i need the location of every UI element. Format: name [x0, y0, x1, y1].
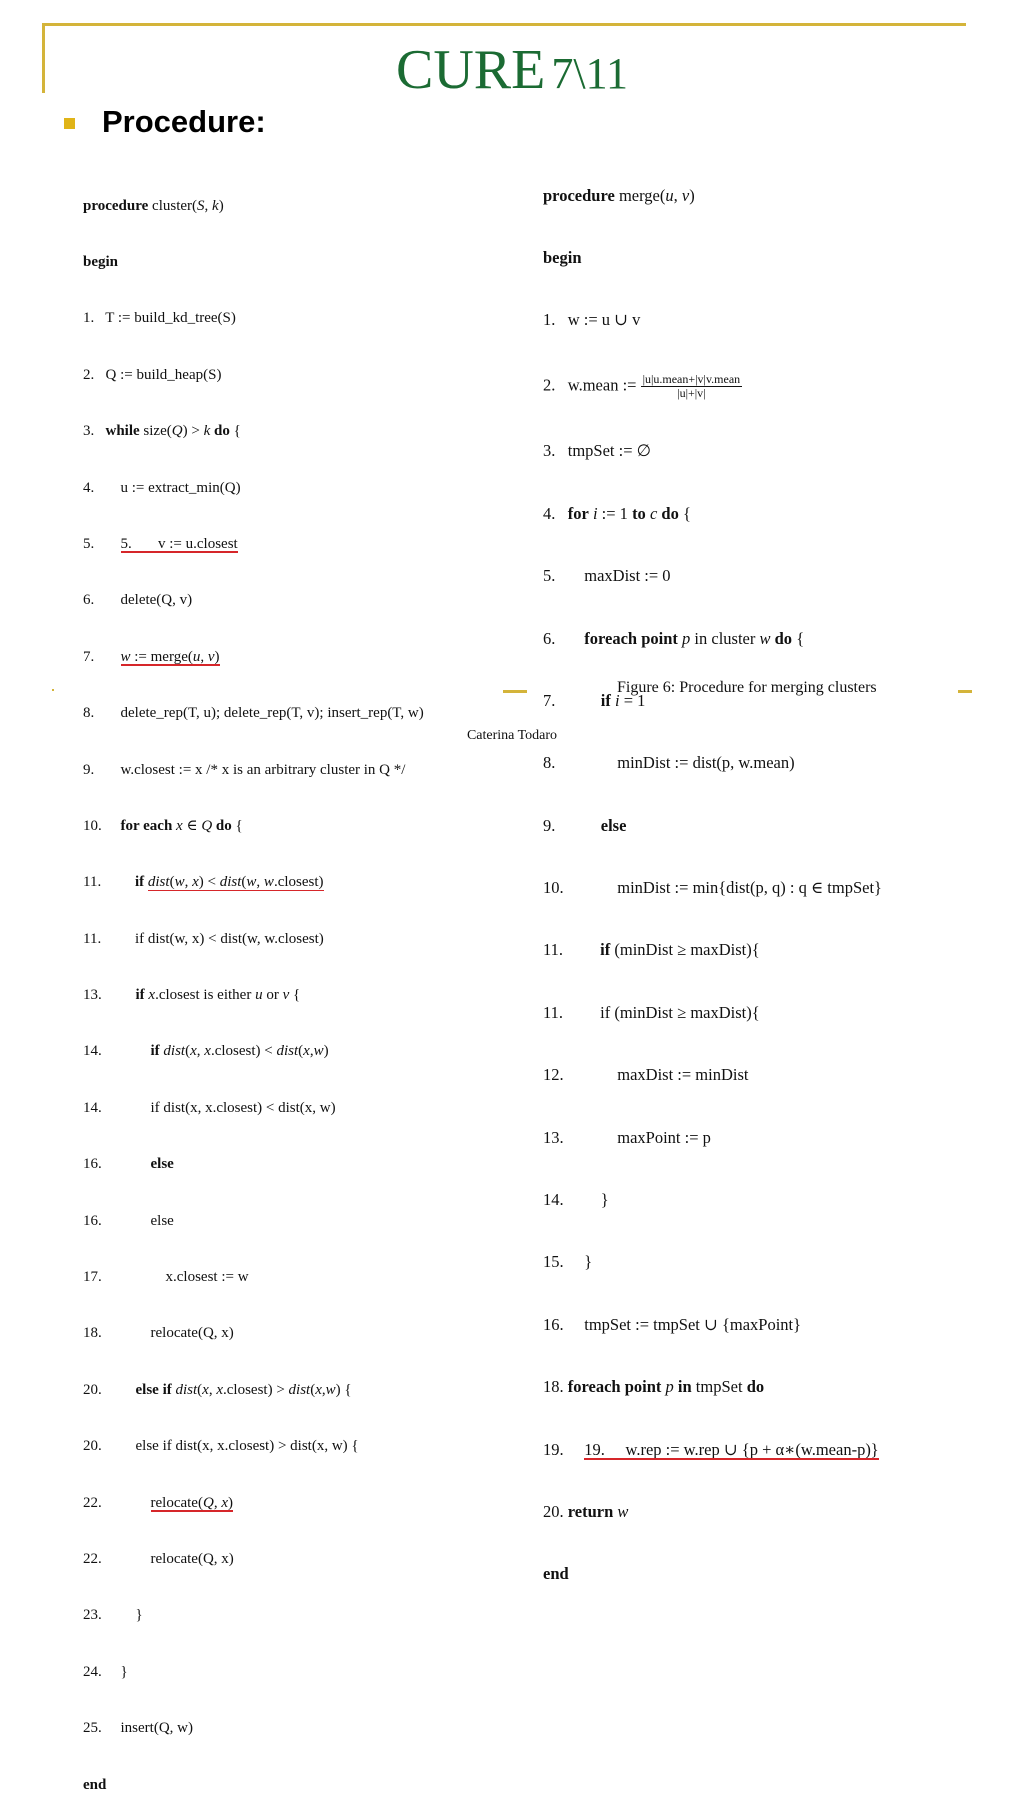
- code-line: 11. if (minDist ≥ maxDist){: [543, 940, 760, 960]
- code-line: 13. if x.closest is either u or v {: [83, 987, 301, 1004]
- code-line: 16. tmpSet := tmpSet ∪ {maxPoint}: [543, 1314, 802, 1334]
- title-sub: 7\11: [551, 49, 628, 98]
- code-line: 16. else: [83, 1156, 174, 1173]
- code-line: 15. }: [543, 1252, 593, 1272]
- caption-dash-right: [958, 690, 972, 693]
- code-line: 3. tmpSet := ∅: [543, 441, 652, 461]
- decorative-dot: [52, 689, 54, 691]
- title-main: CURE: [396, 39, 546, 101]
- highlighted-code: dist(w, x) < dist(w, w.closest): [147, 874, 324, 891]
- code-line: begin: [83, 253, 119, 270]
- procedure-heading: Procedure:: [102, 104, 266, 139]
- code-line: 2. Q := build_heap(S): [83, 366, 222, 383]
- highlighted-code: relocate(Q, x): [150, 1494, 233, 1511]
- code-line: 22. relocate(Q, x): [83, 1550, 234, 1567]
- code-line: 23. }: [83, 1607, 143, 1624]
- code-line: 24. }: [83, 1663, 128, 1680]
- mean-fraction: $\frac{\text{|u|u.mean+|v|v.mean}}{|u|+|v|}$: [642, 371, 741, 400]
- code-line: 1. T := build_kd_tree(S): [83, 310, 236, 327]
- code-line: 8. delete_rep(T, u); delete_rep(T, v); insert_rep(T, w): [83, 705, 424, 722]
- code-line: procedure merge(u, v): [543, 185, 695, 205]
- code-line: 14. if dist(x, x.closest) < dist(x, w): [83, 1099, 336, 1116]
- code-line: 5. 5. v := u.closest: [83, 535, 238, 552]
- code-line: 17. x.closest := w: [83, 1269, 249, 1286]
- code-line: 4. u := extract_min(Q): [83, 479, 241, 496]
- code-line: 2. w.mean := $\frac{\text{|u|u.mean+|v|v.mean}}{|u|+|v|}$: [543, 371, 741, 400]
- code-line: 16. else: [83, 1212, 174, 1229]
- merge-procedure-code: [543, 144, 882, 1606]
- code-line: 14. }: [543, 1190, 609, 1210]
- code-line: 10. minDist := min{dist(p, q) : q ∈ tmpSet}: [543, 878, 882, 898]
- code-line: 20. return w: [543, 1502, 629, 1521]
- code-line: 11. if (minDist ≥ maxDist){: [543, 1002, 760, 1022]
- code-line: 13. maxPoint := p: [543, 1127, 711, 1147]
- code-line: 22. relocate(Q, x): [83, 1494, 233, 1511]
- code-line: 5. maxDist := 0: [543, 566, 671, 586]
- code-line: 8. minDist := dist(p, w.mean): [543, 753, 795, 773]
- code-line: end: [543, 1564, 569, 1584]
- code-line: 9. w.closest := x /* x is an arbitrary cluster in Q */: [83, 761, 406, 778]
- code-line: 18. foreach point p in tmpSet do: [543, 1377, 765, 1397]
- bullet-icon: [64, 118, 75, 129]
- code-line: 11. if dist(w, x) < dist(w, w.closest): [83, 930, 324, 947]
- footer-author: Caterina Todaro: [466, 728, 558, 743]
- code-line: 25. insert(Q, w): [83, 1720, 193, 1737]
- code-line: 7. if i = 1: [543, 690, 646, 710]
- code-line: 12. maxDist := minDist: [543, 1065, 749, 1085]
- code-line: procedure cluster(S, k): [83, 197, 224, 214]
- code-line: 3. while size(Q) > k do {: [83, 423, 241, 440]
- highlighted-code: 5. v := u.closest: [120, 535, 238, 552]
- code-line: 14. if dist(x, x.closest) < dist(x,w): [83, 1043, 329, 1060]
- code-line: 20. else if dist(x, x.closest) > dist(x, w) {: [83, 1438, 359, 1455]
- highlighted-code: 19. w.rep := w.rep ∪ {p + α∗(w.mean-p)}: [584, 1439, 879, 1459]
- code-line: 9. else: [543, 815, 627, 835]
- code-line: 20. else if dist(x, x.closest) > dist(x,w) {: [83, 1381, 352, 1398]
- top-rule: [44, 23, 966, 26]
- code-line: 10. for each x ∈ Q do {: [83, 817, 243, 834]
- code-line: 6. delete(Q, v): [83, 592, 193, 609]
- code-line: begin: [543, 247, 582, 267]
- code-line: end: [83, 1776, 107, 1793]
- figure-caption: Figure 6: Procedure for merging clusters: [617, 679, 877, 696]
- code-line: 4. for i := 1 to c do {: [543, 503, 691, 523]
- code-line: 1. w := u ∪ v: [543, 310, 641, 330]
- code-line: 19. 19. w.rep := w.rep ∪ {p + α∗(w.mean-p)}: [543, 1439, 879, 1459]
- code-line: 18. relocate(Q, x): [83, 1325, 234, 1342]
- code-line: 6. foreach point p in cluster w do {: [543, 628, 805, 648]
- code-line: 11. if dist(w, x) < dist(w, w.closest): [83, 874, 324, 891]
- slide-title: [0, 39, 1024, 101]
- caption-dash-left: [503, 690, 527, 693]
- highlighted-code: w := merge(u, v): [120, 648, 220, 665]
- cluster-procedure-code: [83, 159, 424, 1813]
- code-line: 7. w := merge(u, v): [83, 648, 220, 665]
